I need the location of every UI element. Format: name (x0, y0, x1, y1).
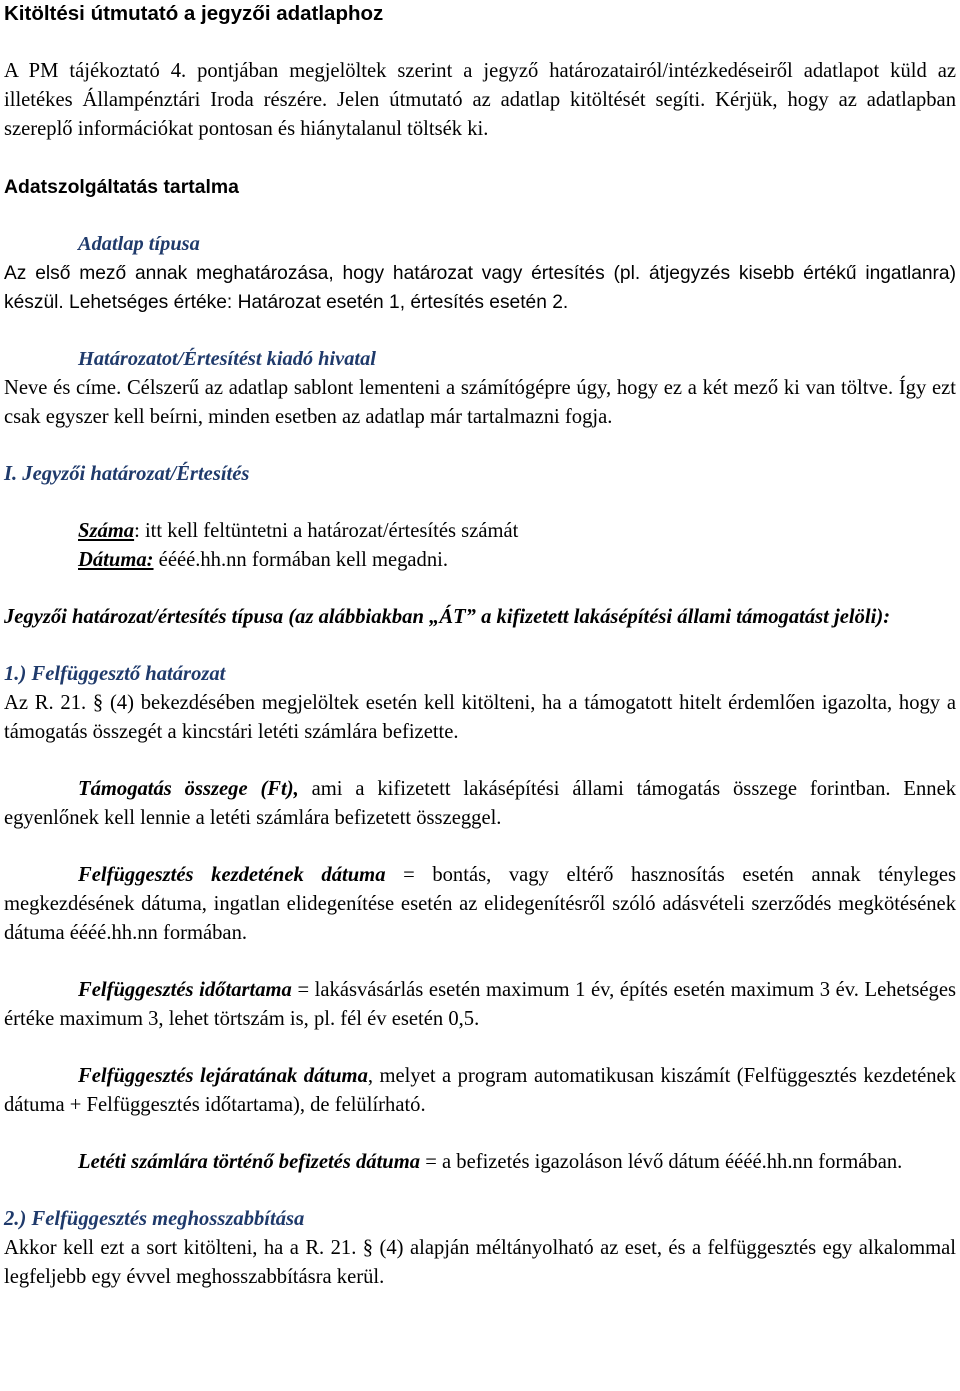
lejarat-paragraph (4, 1062, 956, 1120)
adatlap-tipusa-heading: Adatlap típusa (78, 233, 200, 255)
szama-line (4, 517, 956, 546)
hivatal-text: Neve és címe. Célszerű az adatlap sablont lementeni a számítógépre úgy, hogy ez a két mező ki van töltve. Így ezt csak egyszer kell beírni, minden esetben az adatlap már tartalmazni fogja. (4, 377, 956, 428)
datuma-line (4, 546, 956, 575)
datuma-text: éééé.hh.nn formában kell megadni. (153, 549, 449, 571)
page-title: Kitöltési útmutató a jegyzői adatlaphoz (4, 2, 384, 25)
datuma-label: Dátuma: (78, 549, 154, 571)
kezdet-paragraph (4, 861, 956, 948)
lejarat-label: Felfüggesztés lejáratának dátuma (78, 1065, 368, 1087)
section-content-heading: Adatszolgáltatás tartalma (4, 176, 239, 198)
item2-heading: 2.) Felfüggesztés meghosszabbítása (4, 1208, 305, 1230)
item2-text: Akkor kell ezt a sort kitölteni, ha a R. 21. § (4) alapján méltányolható az eset, és a felfüggesztés egy alkalommal legfeljebb egy évvel meghosszabbításra kerül. (4, 1237, 956, 1288)
tamogatas-text: ami a kifizetett lakásépítési állami támogatás összege forintban. Ennek egyenlőnek kell lennie a letéti számlára befizetett összeggel. (4, 778, 957, 829)
tamogatas-paragraph (4, 775, 956, 833)
idotartam-label: Felfüggesztés időtartama (78, 979, 292, 1001)
befizetes-label: Letéti számlára történő befizetés dátuma (78, 1151, 421, 1173)
adatlap-tipusa-text: Az első mező annak meghatározása, hogy határozat vagy értesítés (pl. átjegyzés kisebb értékű ingatlanra) készül. Lehetséges értéke: Határozat esetén 1, értesítés esetén 2. (4, 263, 956, 313)
kezdet-label: Felfüggesztés kezdetének dátuma (78, 864, 386, 886)
kezdet-text: = bontás, vagy eltérő hasznosítás esetén annak tényleges megkezdésének dátuma, ingatlan elidegenítése esetén az elidegenítésről szóló adásvételi szerződés megkötésének dátuma éééé.hh.nn formában. (4, 864, 956, 944)
item1-text: Az R. 21. § (4) bekezdésében megjelöltek esetén kell kitölteni, ha a támogatott hitelt érdemlően igazolta, hogy a támogatás összegét a kincstári letéti számlára befizette. (4, 692, 956, 743)
hivatal-heading: Határozatot/Értesítést kiadó hivatal (78, 348, 376, 370)
befizetes-text: = a befizetés igazoláson lévő dátum éééé.hh.nn formában. (420, 1151, 903, 1173)
lejarat-text: , melyet a program automatikusan kiszámít (Felfüggesztés kezdetének dátuma + Felfüggesztés időtartama), de felülírható. (4, 1065, 956, 1116)
szama-text: : itt kell feltüntetni a határozat/értesítés számát (134, 520, 519, 542)
befizetes-paragraph (4, 1148, 956, 1177)
section-I-heading: I. Jegyzői határozat/Értesítés (4, 463, 250, 485)
document (4, 0, 956, 1292)
idotartam-text: = lakásvásárlás esetén maximum 1 év, építés esetén maximum 3 év. Lehetséges értéke maximum 3, lehet törtszám is, pl. fél év esetén 0,5. (4, 979, 956, 1030)
tipus-heading: Jegyzői határozat/értesítés típusa (az alábbiakban „ÁT” a kifizetett lakásépítési állami támogatást jelöli): (4, 606, 891, 628)
szama-label: Száma (78, 520, 135, 542)
tamogatas-label: Támogatás összege (Ft), (78, 778, 299, 800)
intro-paragraph: A PM tájékoztató 4. pontjában megjelöltek szerint a jegyző határozatairól/intézkedéseiről adatlapot küld az illetékes Állampénztári Iroda részére. Jelen útmutató az adatlap kitöltését segíti. Kérjük, hogy az adatlapban szereplő információkat pontosan és hiánytalanul töltsék ki. (4, 60, 956, 140)
idotartam-paragraph (4, 976, 956, 1034)
item1-heading: 1.) Felfüggesztő határozat (4, 663, 226, 685)
